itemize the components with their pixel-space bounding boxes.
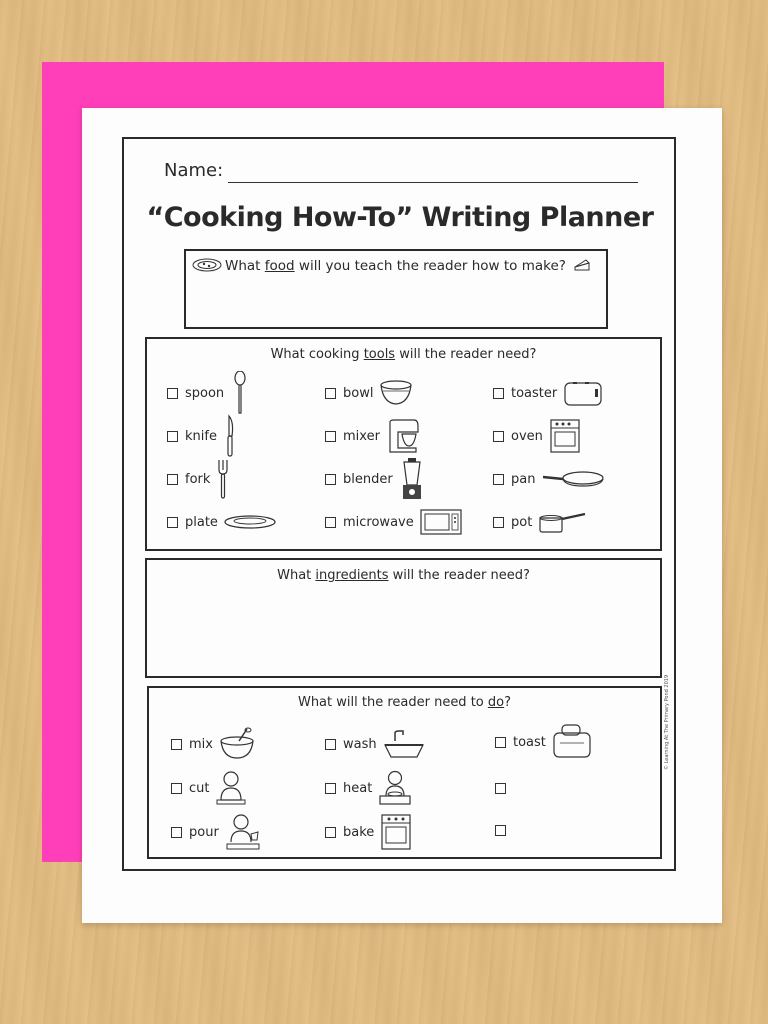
checkbox[interactable] (325, 431, 336, 442)
tool-label: pan (511, 471, 536, 487)
checkbox[interactable] (495, 737, 506, 748)
action-label: pour (189, 824, 219, 840)
tool-option[interactable] (493, 459, 605, 499)
ingredients-question-post: will the reader need? (388, 568, 530, 583)
tool-label: microwave (343, 514, 414, 530)
do-question-key: do (487, 695, 505, 710)
checkbox[interactable] (171, 827, 182, 838)
action-option[interactable] (171, 724, 255, 764)
tool-option[interactable] (167, 459, 230, 499)
checkbox[interactable] (493, 388, 504, 399)
tool-label: spoon (185, 385, 225, 401)
name-row (164, 160, 644, 188)
pot-icon (538, 510, 588, 534)
action-option[interactable] (171, 812, 261, 852)
tool-label: toaster (511, 385, 558, 401)
food-question-post: will you teach the reader how to make? (294, 258, 566, 274)
child-pouring-icon (225, 812, 261, 852)
pan-icon (541, 469, 605, 489)
action-label: bake (343, 824, 375, 840)
checkbox[interactable] (325, 517, 336, 528)
tool-option[interactable] (493, 373, 603, 413)
fork-icon (216, 458, 230, 500)
cake-slice-icon (573, 258, 591, 272)
ingredients-question-key: ingredients (315, 568, 389, 583)
tool-option[interactable] (167, 416, 237, 456)
action-option[interactable] (171, 768, 247, 808)
child-cutting-icon (215, 770, 247, 806)
tools-box (145, 337, 662, 551)
child-cooking-icon (378, 770, 412, 806)
action-option[interactable] (325, 812, 412, 852)
checkbox[interactable] (325, 739, 336, 750)
tool-option[interactable] (325, 459, 425, 499)
sink-icon (383, 729, 425, 759)
tool-label: oven (511, 428, 543, 444)
oven-icon (549, 418, 581, 454)
checkbox[interactable] (495, 825, 506, 836)
tool-label: blender (343, 471, 393, 487)
tool-label: fork (185, 471, 211, 487)
knife-icon (223, 414, 237, 458)
copyright-notice: © Learning At The Primary Pond 2019 (664, 674, 670, 770)
checkbox[interactable] (325, 783, 336, 794)
actions-box (147, 686, 662, 859)
action-option[interactable] (325, 724, 425, 764)
checkbox[interactable] (171, 783, 182, 794)
tool-label: mixer (343, 428, 380, 444)
action-option-blank[interactable] (495, 768, 519, 808)
oven-icon (380, 813, 412, 851)
ingredients-question (147, 568, 660, 583)
checkbox[interactable] (171, 739, 182, 750)
checkbox[interactable] (493, 517, 504, 528)
pizza-plate-icon (192, 258, 222, 272)
checkbox[interactable] (167, 431, 178, 442)
tool-label: pot (511, 514, 533, 530)
food-question-key: food (264, 258, 295, 274)
tool-option[interactable] (493, 416, 581, 456)
page-title: “Cooking How-To” Writing Planner (146, 202, 654, 233)
tool-option[interactable] (325, 373, 413, 413)
checkbox[interactable] (493, 474, 504, 485)
toaster-icon (552, 723, 592, 761)
tools-question-pre: What cooking (270, 347, 364, 362)
bowl-icon (379, 379, 413, 407)
spoon-icon (230, 371, 250, 415)
tool-option[interactable] (167, 373, 250, 413)
checkbox[interactable] (325, 827, 336, 838)
tool-option[interactable] (325, 416, 420, 456)
blender-icon (399, 457, 425, 501)
ingredients-box[interactable] (145, 558, 662, 678)
do-question (149, 695, 660, 710)
action-option[interactable] (325, 768, 412, 808)
action-option[interactable] (495, 722, 592, 762)
action-option-blank[interactable] (495, 810, 519, 850)
checkbox[interactable] (495, 783, 506, 794)
tools-question-post: will the reader need? (395, 347, 537, 362)
do-question-post: ? (504, 695, 512, 710)
food-question-pre: What (225, 258, 265, 274)
checkbox[interactable] (167, 517, 178, 528)
tools-question-key: tools (363, 347, 396, 362)
action-label: mix (189, 736, 213, 752)
action-label: toast (513, 734, 546, 750)
mixing-bowl-icon (219, 727, 255, 761)
checkbox[interactable] (325, 388, 336, 399)
tool-option[interactable] (167, 502, 276, 542)
checkbox[interactable] (167, 474, 178, 485)
tool-label: knife (185, 428, 217, 444)
food-question (192, 258, 591, 274)
mixer-icon (386, 418, 420, 454)
action-label: heat (343, 780, 373, 796)
name-label: Name: (164, 160, 224, 181)
microwave-icon (420, 508, 462, 536)
tool-label: plate (185, 514, 218, 530)
do-question-pre: What will the reader need to (297, 695, 488, 710)
ingredients-question-pre: What (277, 568, 316, 583)
action-label: wash (343, 736, 377, 752)
action-label: cut (189, 780, 210, 796)
checkbox[interactable] (493, 431, 504, 442)
tool-option[interactable] (325, 502, 462, 542)
food-question-box[interactable] (184, 249, 608, 329)
checkbox[interactable] (167, 388, 178, 399)
toaster-icon (563, 378, 603, 408)
tool-option[interactable] (493, 502, 588, 542)
plate-icon (224, 514, 276, 530)
tools-question (147, 347, 660, 362)
checkbox[interactable] (325, 474, 336, 485)
tool-label: bowl (343, 385, 374, 401)
name-write-line[interactable] (228, 182, 638, 183)
